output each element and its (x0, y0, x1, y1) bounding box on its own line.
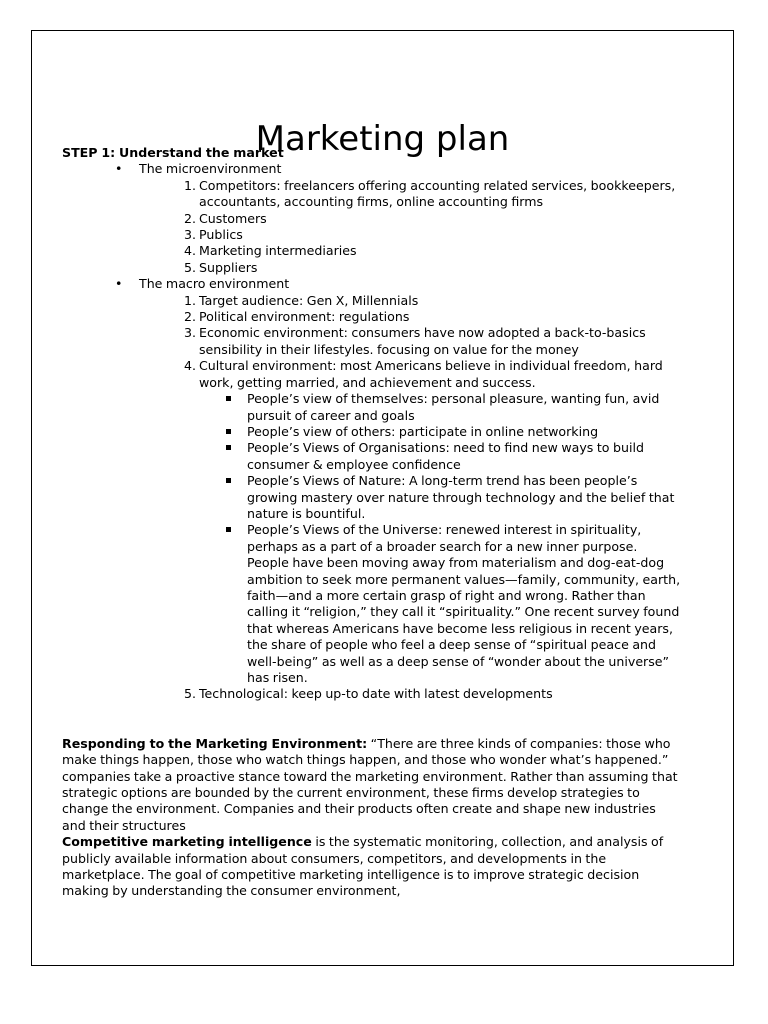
microenvironment-item (62, 161, 682, 276)
list-number: 3. (183, 325, 196, 341)
page-title: Marketing plan (255, 119, 510, 159)
microenvironment-label: The microenvironment (139, 161, 282, 177)
responding-heading: Responding to the Marketing Environment: (62, 735, 368, 751)
list-number: 2. (183, 210, 196, 226)
cultural-point (108, 473, 682, 522)
cultural-point-text: People’s view of themselves: personal pleasure, wanting fun, avid pursuit of career and goals (247, 391, 660, 423)
list-number: 1. (183, 177, 196, 193)
cultural-point (108, 522, 682, 686)
square-bullet-icon (226, 478, 231, 483)
bullet-icon: • (115, 161, 123, 177)
list-number: 4. (183, 358, 196, 374)
macro-environment-label: The macro environment (139, 276, 290, 292)
square-bullet-icon (226, 396, 231, 401)
environment-list (62, 161, 682, 702)
list-item (108, 211, 682, 227)
cultural-point (108, 424, 682, 440)
list-item-text: Suppliers (199, 259, 258, 275)
list-item-text: Economic environment: consumers have now adopted a back-to-basics sensibility in their lifestyles. focusing on value for the money (199, 325, 646, 357)
list-item-text: Competitors: freelancers offering accounting related services, bookkeepers, accountants, accounting firms, online accounting firms (199, 177, 676, 210)
cultural-point-text: People’s Views of Organisations: need to find new ways to build consumer & employee confidence (247, 440, 644, 472)
document-body (62, 145, 682, 900)
square-bullet-icon (226, 527, 231, 532)
intelligence-text: is the systematic monitoring, collection, and analysis of publicly available information about consumers, competitors, and developments in the marketplace. The goal of competitive marketing intelligence is to improve strategic decision making by understanding the consumer environment, (62, 834, 664, 899)
list-item (108, 243, 682, 259)
square-bullet-icon (226, 445, 231, 450)
list-item (108, 309, 682, 325)
square-bullet-icon (226, 429, 231, 434)
list-item (108, 358, 682, 686)
list-item-text: Cultural environment: most Americans believe in individual freedom, hard work, getting married, and achievement and success. (199, 358, 663, 390)
list-number: 3. (183, 227, 196, 243)
list-number: 5. (183, 259, 196, 275)
list-item-text: Publics (199, 227, 243, 243)
cultural-point-text: People’s view of others: participate in online networking (247, 423, 599, 439)
list-item-text: Customers (199, 210, 267, 226)
list-item-text: Technological: keep up-to date with latest developments (199, 686, 553, 702)
list-number: 4. (183, 243, 196, 259)
list-number: 2. (183, 309, 196, 325)
macro-environment-item (62, 276, 682, 703)
list-item (108, 260, 682, 276)
responding-quote: “There are three kinds of companies: those who make things happen, those who watch things happen, and those who wonder what’s happened.” (62, 735, 671, 768)
list-item (108, 227, 682, 243)
list-item (108, 178, 682, 211)
microenvironment-list (108, 178, 682, 276)
bullet-icon: • (115, 276, 123, 292)
list-number: 1. (183, 292, 196, 308)
list-item-text: Target audience: Gen X, Millennials (199, 292, 419, 308)
macro-environment-list (108, 293, 682, 703)
intelligence-paragraph (62, 834, 682, 900)
step1-heading: STEP 1: Understand the market (62, 145, 284, 160)
list-item-text: Marketing intermediaries (199, 243, 357, 259)
cultural-point (108, 391, 682, 424)
responding-paragraph (62, 736, 682, 769)
list-item (108, 686, 682, 702)
section-spacer (62, 703, 682, 736)
cultural-point-text: People’s Views of Nature: A long-term trend has been people’s growing mastery over nature through technology and the belief that nature is bountiful. (247, 473, 675, 521)
list-item-text: Political environment: regulations (199, 309, 410, 325)
list-item (108, 293, 682, 309)
list-number: 5. (183, 686, 196, 702)
responding-text: companies take a proactive stance toward the marketing environment. Rather than assuming that strategic options are bounded by the current environment, these firms develop strategies to change the environment. Companies and their products often create and shape new industries and their structures (62, 768, 678, 833)
cultural-points-list (108, 391, 682, 686)
cultural-point (108, 440, 682, 473)
intelligence-heading: Competitive marketing intelligence (62, 834, 312, 850)
list-item (108, 325, 682, 358)
cultural-point-text: People’s Views of the Universe: renewed interest in spirituality, perhaps as a part of a broader search for a new inner purpose. People have been moving away from materialism and dog-eat-dog ambition to seek more permanent values—family, community, earth, faith—and a more certain grasp of right and wrong. Rather than calling it “religion,” they call it “spirituality.” One recent survey found that whereas Americans have become less religious in recent years, the share of people who feel a deep sense of “spiritual peace and well-being” as well as a deep sense of “wonder about the universe” has risen. (247, 522, 681, 685)
